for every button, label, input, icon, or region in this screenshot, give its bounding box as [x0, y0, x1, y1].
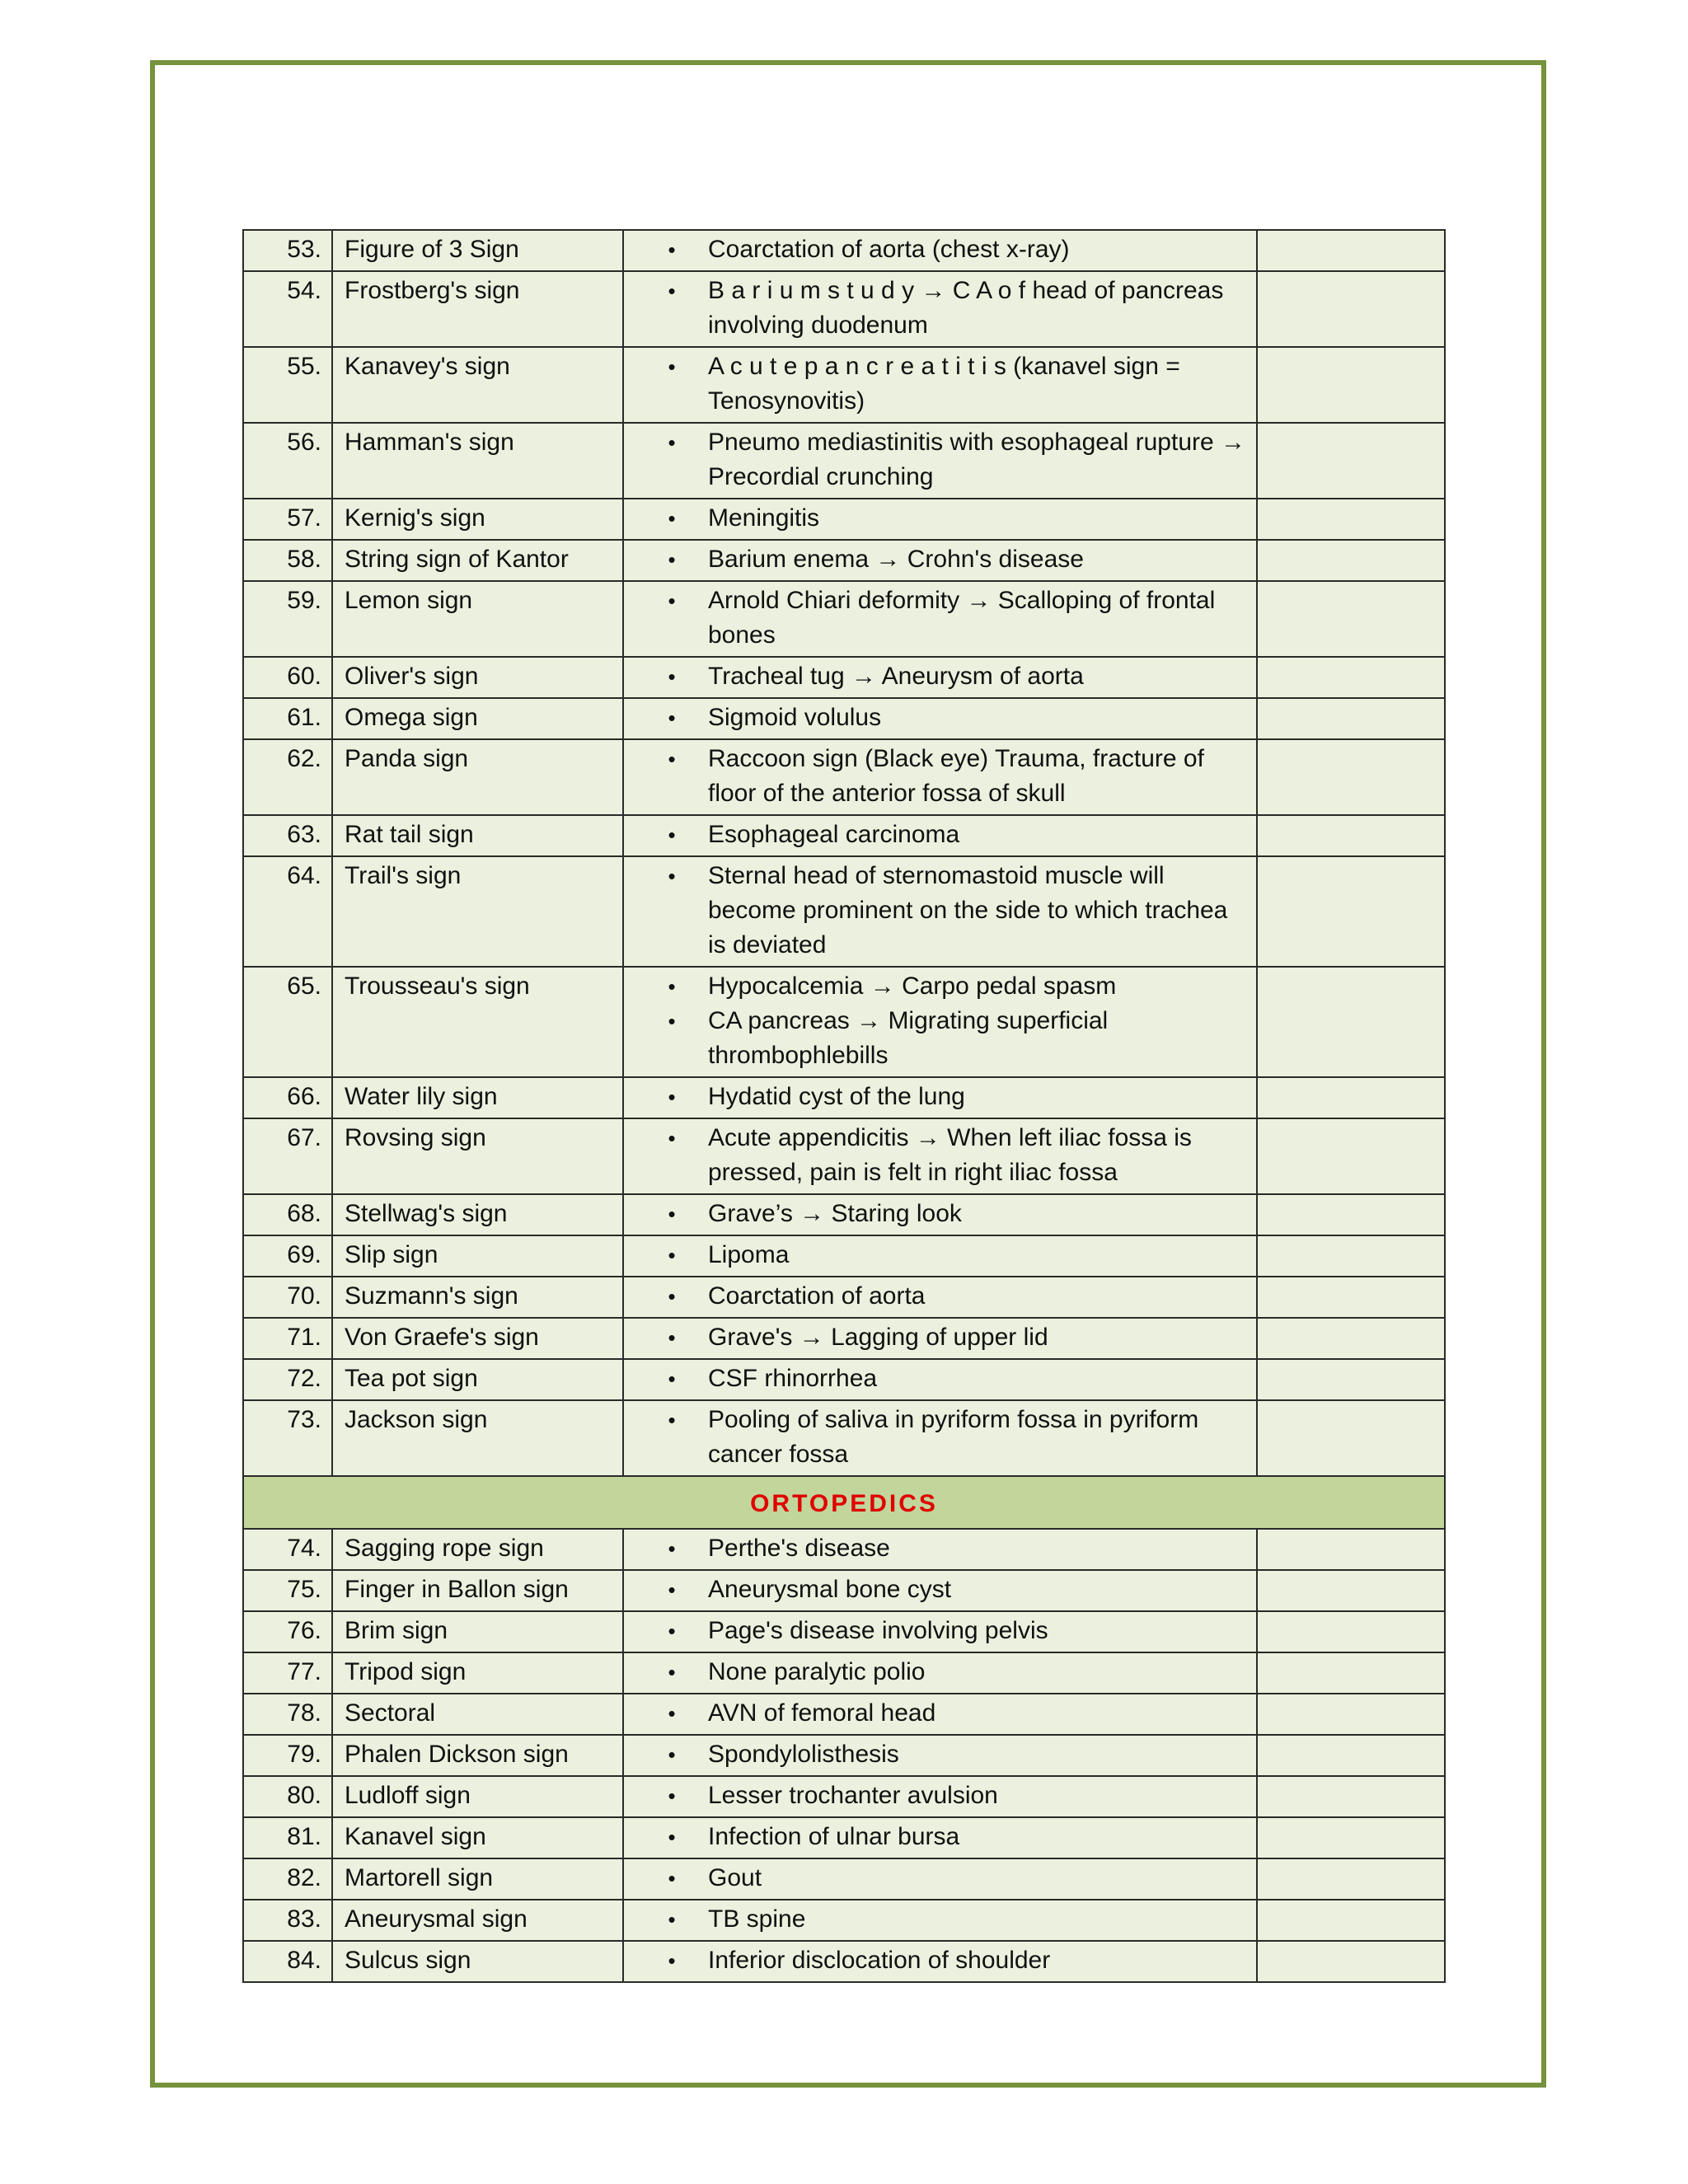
description-bullet: [635, 1238, 1246, 1272]
description-text: Sternal head of sternomastoid muscle will become prominent on the side to which trachea is deviated: [708, 862, 1228, 958]
row-number: 63.: [243, 815, 332, 856]
description-text: Spondylolisthesis: [708, 1741, 899, 1768]
description-bullet: [635, 1943, 1246, 1978]
description-bullet: [635, 1696, 1246, 1731]
sign-description: [623, 1611, 1257, 1652]
bullet-icon: •: [668, 1783, 676, 1808]
empty-cell: [1257, 1118, 1445, 1194]
sign-description: [623, 1077, 1257, 1118]
sign-name: Sulcus sign: [332, 1941, 623, 1982]
section-row: [243, 1476, 1445, 1529]
sign-name: Martorell sign: [332, 1858, 623, 1900]
description-text: Raccoon sign (Black eye) Trauma, fracture of floor of the anterior fossa of skull: [708, 745, 1204, 807]
description-bullet: [635, 1279, 1246, 1314]
bullet-icon: •: [668, 1866, 676, 1891]
empty-cell: [1257, 1900, 1445, 1941]
sign-name: Frostberg's sign: [332, 271, 623, 347]
row-number: 73.: [243, 1400, 332, 1476]
sign-description: [623, 1941, 1257, 1982]
empty-cell: [1257, 967, 1445, 1077]
table-row: [243, 1318, 1445, 1359]
empty-cell: [1257, 657, 1445, 698]
description-bullet: [635, 1531, 1246, 1566]
bullet-icon: •: [668, 1284, 676, 1309]
sign-name: Lemon sign: [332, 581, 623, 657]
description-text: Hypocalcemia → Carpo pedal spasm: [708, 972, 1117, 1000]
empty-cell: [1257, 1277, 1445, 1318]
description-bullet: [635, 1361, 1246, 1396]
sign-description: [623, 230, 1257, 271]
row-number: 74.: [243, 1529, 332, 1570]
sign-description: [623, 423, 1257, 499]
sign-name: Rovsing sign: [332, 1118, 623, 1194]
description-text: Perthe's disease: [708, 1535, 890, 1562]
description-bullet: [635, 1320, 1246, 1355]
empty-cell: [1257, 1941, 1445, 1982]
description-bullet: [635, 1121, 1246, 1190]
row-number: 66.: [243, 1077, 332, 1118]
table-row: [243, 581, 1445, 657]
bullet-icon: •: [668, 747, 676, 771]
sign-name: Tea pot sign: [332, 1359, 623, 1400]
description-bullet: [635, 1572, 1246, 1607]
bullet-icon: •: [668, 1202, 676, 1226]
description-bullet: [635, 969, 1246, 1004]
sign-name: Suzmann's sign: [332, 1277, 623, 1318]
sign-name: Finger in Ballon sign: [332, 1570, 623, 1611]
description-bullet: [635, 1197, 1246, 1231]
description-bullet: [635, 501, 1246, 536]
table-row: [243, 856, 1445, 967]
table-row: [243, 230, 1445, 271]
description-text: Lesser trochanter avulsion: [708, 1782, 998, 1809]
bullet-icon: •: [668, 237, 676, 262]
empty-cell: [1257, 230, 1445, 271]
description-text: Coarctation of aorta (chest x-ray): [708, 236, 1070, 263]
sign-name: Ludloff sign: [332, 1776, 623, 1817]
sign-name: Phalen Dickson sign: [332, 1735, 623, 1776]
table-row: [243, 1776, 1445, 1817]
bullet-icon: •: [668, 823, 676, 847]
sign-description: [623, 1359, 1257, 1400]
empty-cell: [1257, 1318, 1445, 1359]
bullet-icon: •: [668, 430, 676, 455]
sign-name: Water lily sign: [332, 1077, 623, 1118]
bullet-icon: •: [668, 1408, 676, 1432]
table-row: [243, 1611, 1445, 1652]
bullet-icon: •: [668, 279, 676, 303]
description-text: Esophageal carcinoma: [708, 821, 960, 848]
sign-name: Jackson sign: [332, 1400, 623, 1476]
row-number: 68.: [243, 1194, 332, 1235]
bullet-icon: •: [668, 1009, 676, 1033]
description-bullet: [635, 1737, 1246, 1772]
sign-name: Tripod sign: [332, 1652, 623, 1694]
description-text: A c u t e p a n c r e a t i t i s (kanavel sign = Tenosynovitis): [708, 353, 1180, 415]
table-row: [243, 1359, 1445, 1400]
sign-description: [623, 1529, 1257, 1570]
sign-description: [623, 1118, 1257, 1194]
bullet-icon: •: [668, 1660, 676, 1685]
row-number: 71.: [243, 1318, 332, 1359]
table-row: [243, 1118, 1445, 1194]
description-bullet: [635, 1820, 1246, 1854]
description-text: Sigmoid volulus: [708, 704, 882, 731]
bullet-icon: •: [668, 1907, 676, 1932]
bullet-icon: •: [668, 1825, 676, 1849]
description-bullet: [635, 859, 1246, 963]
row-number: 79.: [243, 1735, 332, 1776]
row-number: 83.: [243, 1900, 332, 1941]
description-bullet: [635, 1614, 1246, 1648]
description-bullet: [635, 1403, 1246, 1472]
sign-name: Panda sign: [332, 739, 623, 815]
empty-cell: [1257, 1570, 1445, 1611]
description-text: None paralytic polio: [708, 1658, 926, 1685]
bullet-icon: •: [668, 974, 676, 999]
sign-description: [623, 967, 1257, 1077]
row-number: 70.: [243, 1277, 332, 1318]
description-bullet: [635, 1080, 1246, 1114]
bullet-icon: •: [668, 1366, 676, 1391]
row-number: 76.: [243, 1611, 332, 1652]
sign-description: [623, 1858, 1257, 1900]
table-row: [243, 815, 1445, 856]
table-row: [243, 1858, 1445, 1900]
description-bullet: [635, 583, 1246, 653]
bullet-icon: •: [668, 1701, 676, 1726]
sign-name: Oliver's sign: [332, 657, 623, 698]
description-text: B a r i u m s t u d y → C A o f head of pancreas involving duodenum: [708, 277, 1224, 339]
description-bullet: [635, 1004, 1246, 1073]
bullet-icon: •: [668, 1243, 676, 1268]
table-row: [243, 1570, 1445, 1611]
sign-description: [623, 1817, 1257, 1858]
empty-cell: [1257, 1611, 1445, 1652]
description-text: Pooling of saliva in pyriform fossa in pyriform cancer fossa: [708, 1406, 1199, 1468]
row-number: 81.: [243, 1817, 332, 1858]
sign-name: Kernig's sign: [332, 499, 623, 540]
description-text: Infection of ulnar bursa: [708, 1823, 960, 1850]
sign-description: [623, 1277, 1257, 1318]
empty-cell: [1257, 1529, 1445, 1570]
table-row: [243, 1235, 1445, 1277]
description-text: Grave's → Lagging of upper lid: [708, 1324, 1048, 1351]
table-row: [243, 739, 1445, 815]
sign-description: [623, 1652, 1257, 1694]
description-text: Barium enema → Crohn's disease: [708, 546, 1084, 573]
empty-cell: [1257, 423, 1445, 499]
bullet-icon: •: [668, 1085, 676, 1109]
bullet-icon: •: [668, 1619, 676, 1643]
sign-description: [623, 739, 1257, 815]
table-row: [243, 1277, 1445, 1318]
table-row: [243, 1900, 1445, 1941]
table-body-orthopedics: [243, 1529, 1445, 1982]
bullet-icon: •: [668, 1325, 676, 1350]
row-number: 69.: [243, 1235, 332, 1277]
sign-description: [623, 1570, 1257, 1611]
table-body-general: [243, 230, 1445, 1476]
sign-description: [623, 815, 1257, 856]
description-bullet: [635, 425, 1246, 494]
row-number: 77.: [243, 1652, 332, 1694]
sign-name: Sectoral: [332, 1694, 623, 1735]
empty-cell: [1257, 1735, 1445, 1776]
table-row: [243, 967, 1445, 1077]
table-row: [243, 657, 1445, 698]
sign-description: [623, 1318, 1257, 1359]
row-number: 53.: [243, 230, 332, 271]
description-text: TB spine: [708, 1905, 806, 1933]
empty-cell: [1257, 540, 1445, 581]
description-text: Lipoma: [708, 1241, 790, 1268]
sign-description: [623, 1735, 1257, 1776]
row-number: 82.: [243, 1858, 332, 1900]
description-bullet: [635, 701, 1246, 735]
bullet-icon: •: [668, 864, 676, 888]
row-number: 84.: [243, 1941, 332, 1982]
sign-name: Omega sign: [332, 698, 623, 739]
sign-description: [623, 1776, 1257, 1817]
table-row: [243, 540, 1445, 581]
table-row: [243, 1194, 1445, 1235]
empty-cell: [1257, 271, 1445, 347]
bullet-icon: •: [668, 1948, 676, 1973]
empty-cell: [1257, 1776, 1445, 1817]
description-text: Tracheal tug → Aneurysm of aorta: [708, 663, 1084, 690]
row-number: 67.: [243, 1118, 332, 1194]
empty-cell: [1257, 856, 1445, 967]
table-row: [243, 1400, 1445, 1476]
empty-cell: [1257, 1400, 1445, 1476]
row-number: 65.: [243, 967, 332, 1077]
description-bullet: [635, 1779, 1246, 1813]
bullet-icon: •: [668, 664, 676, 689]
description-bullet: [635, 349, 1246, 419]
row-number: 55.: [243, 347, 332, 423]
sign-name: Slip sign: [332, 1235, 623, 1277]
sign-description: [623, 1194, 1257, 1235]
table-row: [243, 1077, 1445, 1118]
description-text: Coarctation of aorta: [708, 1282, 926, 1310]
sign-name: Sagging rope sign: [332, 1529, 623, 1570]
description-text: CA pancreas → Migrating superficial thrombophlebills: [708, 1007, 1109, 1069]
description-text: Hydatid cyst of the lung: [708, 1083, 965, 1110]
bullet-icon: •: [668, 588, 676, 613]
row-number: 62.: [243, 739, 332, 815]
sign-description: [623, 1900, 1257, 1941]
description-bullet: [635, 742, 1246, 811]
empty-cell: [1257, 1194, 1445, 1235]
bullet-icon: •: [668, 547, 676, 572]
empty-cell: [1257, 581, 1445, 657]
description-bullet: [635, 1861, 1246, 1896]
sign-name: Trail's sign: [332, 856, 623, 967]
table-row: [243, 1529, 1445, 1570]
sign-name: Von Graefe's sign: [332, 1318, 623, 1359]
sign-name: Aneurysmal sign: [332, 1900, 623, 1941]
sign-name: String sign of Kantor: [332, 540, 623, 581]
row-number: 58.: [243, 540, 332, 581]
empty-cell: [1257, 1694, 1445, 1735]
description-bullet: [635, 818, 1246, 852]
row-number: 56.: [243, 423, 332, 499]
row-number: 72.: [243, 1359, 332, 1400]
description-bullet: [635, 542, 1246, 577]
sign-name: Kanavey's sign: [332, 347, 623, 423]
signs-table: [242, 229, 1446, 1983]
empty-cell: [1257, 347, 1445, 423]
description-bullet: [635, 1655, 1246, 1690]
sign-description: [623, 1235, 1257, 1277]
sign-description: [623, 581, 1257, 657]
table-row: [243, 423, 1445, 499]
empty-cell: [1257, 1359, 1445, 1400]
sign-description: [623, 271, 1257, 347]
empty-cell: [1257, 499, 1445, 540]
row-number: 75.: [243, 1570, 332, 1611]
table-row: [243, 698, 1445, 739]
table-row: [243, 499, 1445, 540]
bullet-icon: •: [668, 1577, 676, 1602]
sign-description: [623, 540, 1257, 581]
table-row: [243, 1735, 1445, 1776]
sign-name: Rat tail sign: [332, 815, 623, 856]
description-bullet: [635, 1902, 1246, 1937]
row-number: 80.: [243, 1776, 332, 1817]
row-number: 78.: [243, 1694, 332, 1735]
sign-description: [623, 347, 1257, 423]
sign-name: Trousseau's sign: [332, 967, 623, 1077]
empty-cell: [1257, 1817, 1445, 1858]
description-text: Meningitis: [708, 504, 820, 532]
row-number: 60.: [243, 657, 332, 698]
table-row: [243, 1694, 1445, 1735]
bullet-icon: •: [668, 1536, 676, 1561]
description-text: Arnold Chiari deformity → Scalloping of frontal bones: [708, 587, 1216, 649]
table-row: [243, 1817, 1445, 1858]
bullet-icon: •: [668, 705, 676, 730]
sign-description: [623, 657, 1257, 698]
bullet-icon: •: [668, 354, 676, 379]
sign-name: Hamman's sign: [332, 423, 623, 499]
description-text: Inferior disclocation of shoulder: [708, 1947, 1051, 1974]
sign-name: Brim sign: [332, 1611, 623, 1652]
row-number: 57.: [243, 499, 332, 540]
description-text: Aneurysmal bone cyst: [708, 1576, 952, 1603]
sign-name: Figure of 3 Sign: [332, 230, 623, 271]
row-number: 54.: [243, 271, 332, 347]
description-bullet: [635, 659, 1246, 694]
empty-cell: [1257, 1652, 1445, 1694]
sign-name: Stellwag's sign: [332, 1194, 623, 1235]
empty-cell: [1257, 1858, 1445, 1900]
empty-cell: [1257, 739, 1445, 815]
description-bullet: [635, 232, 1246, 267]
description-text: Gout: [708, 1864, 762, 1891]
bullet-icon: •: [668, 1742, 676, 1767]
table-row: [243, 271, 1445, 347]
row-number: 61.: [243, 698, 332, 739]
empty-cell: [1257, 1235, 1445, 1277]
sign-description: [623, 499, 1257, 540]
table-row: [243, 1652, 1445, 1694]
empty-cell: [1257, 1077, 1445, 1118]
empty-cell: [1257, 815, 1445, 856]
description-text: Grave’s → Staring look: [708, 1200, 962, 1227]
description-text: Page's disease involving pelvis: [708, 1617, 1048, 1644]
description-text: CSF rhinorrhea: [708, 1365, 878, 1392]
bullet-icon: •: [668, 506, 676, 531]
description-bullet: [635, 274, 1246, 343]
section-heading: ORTOPEDICS: [243, 1476, 1445, 1529]
row-number: 59.: [243, 581, 332, 657]
sign-description: [623, 1400, 1257, 1476]
bullet-icon: •: [668, 1126, 676, 1151]
sign-description: [623, 856, 1257, 967]
sign-description: [623, 698, 1257, 739]
description-text: Pneumo mediastinitis with esophageal rupture → Precordial crunching: [708, 429, 1246, 490]
sign-description: [623, 1694, 1257, 1735]
description-text: AVN of femoral head: [708, 1699, 936, 1727]
table-row: [243, 1941, 1445, 1982]
table-body-section: [243, 1476, 1445, 1529]
description-text: Acute appendicitis → When left iliac fossa is pressed, pain is felt in right iliac fossa: [708, 1124, 1192, 1186]
table-row: [243, 347, 1445, 423]
sign-name: Kanavel sign: [332, 1817, 623, 1858]
row-number: 64.: [243, 856, 332, 967]
empty-cell: [1257, 698, 1445, 739]
